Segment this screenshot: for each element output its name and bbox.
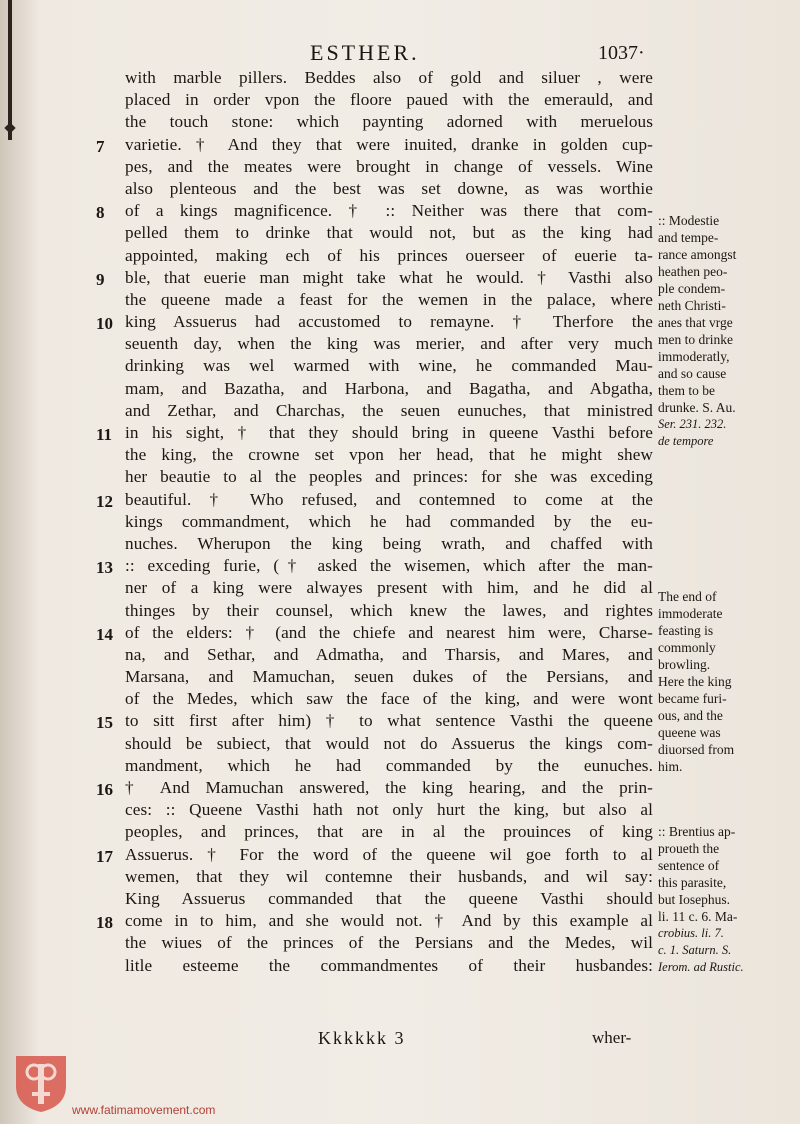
text-line <box>0 556 800 578</box>
margin-note-modestie <box>658 212 798 450</box>
margin-note-line: rance amongst <box>658 247 737 262</box>
line-text: kings commandment, which he had commanded by the eu- <box>125 511 653 531</box>
line-text: litle esteeme the commandmentes of their husbandes: <box>125 955 653 975</box>
line-text: mandment, which he had commanded by the eunuches. <box>125 755 653 775</box>
line-text: placed in order vpon the floore paued with the emerauld, and <box>125 90 653 110</box>
line-text: king Assuerus had accustomed to remayne. † Therfore the <box>125 312 653 332</box>
text-line <box>0 534 800 556</box>
text-line <box>0 800 800 822</box>
margin-note-line: Ierom. ad Rustic. <box>658 960 744 974</box>
margin-note-line: de tempore <box>658 434 714 448</box>
margin-note-line: Ser. 231. 232. <box>658 417 727 431</box>
line-text: pes, and the meates were brought in change of vessels. Wine <box>125 156 653 176</box>
seal-logo-icon <box>12 1052 70 1114</box>
line-text: Assuerus. † For the word of the queene wil goe forth to al <box>125 844 653 864</box>
margin-note-line: immoderatly, <box>658 349 730 364</box>
verse-number: 11 <box>96 425 113 444</box>
text-line <box>0 490 800 512</box>
line-text: Marsana, and Mamuchan, seuen dukes of the Persians, and <box>125 667 653 687</box>
text-line <box>0 512 800 534</box>
verse-number: 15 <box>96 713 113 733</box>
line-text: also plenteous and the best was set downe, as was worthie <box>125 178 653 198</box>
margin-note-line: :: Brentius ap- <box>658 824 736 839</box>
book-title: ESTHER. <box>310 40 420 65</box>
line-text: of the Medes, which saw the face of the king, and were wont <box>125 689 653 709</box>
verse-number: 12 <box>96 491 113 511</box>
signature-mark: Kkkkkk 3 <box>318 1028 406 1048</box>
margin-note-line: immoderate <box>658 606 723 621</box>
line-text: her beautie to al the peoples and princes: for she was exceding <box>125 467 653 487</box>
line-text: pelled them to drinke that would not, but as the king had <box>125 223 653 243</box>
line-text: the wiues of the princes of the Persians and the Medes, wil <box>125 933 653 953</box>
verse-number: 9 <box>96 269 105 289</box>
margin-note-line: became furi- <box>658 691 727 706</box>
line-text: ble, that euerie man might take what he would. † Vasthi also <box>125 267 653 287</box>
line-text: appointed, making ech of his princes ouerseer of euerie ta- <box>125 245 653 265</box>
margin-note-line: Here the king <box>658 674 732 689</box>
line-text: ner of a king were alwayes present with him, and he did al <box>125 578 653 598</box>
line-text: of the elders: † (and the chiefe and nearest him were, Charse- <box>125 622 653 642</box>
line-text: to sitt first after him) † to what sentence Vasthi the queene <box>125 711 653 731</box>
text-line <box>0 179 800 201</box>
margin-note-line: anes that vrge <box>658 315 733 330</box>
margin-note-line: drunke. S. Au. <box>658 400 736 415</box>
verse-number: 17 <box>96 846 113 866</box>
line-text: in his sight, † that they should bring in queene Vasthi before <box>125 423 653 442</box>
line-text: varietie. † And they that were inuited, dranke in golden cup- <box>125 134 653 154</box>
text-line <box>0 90 800 112</box>
line-text: with marble pillers. Beddes also of gold and siluer , were <box>125 68 653 87</box>
margin-note-line: heathen peo- <box>658 264 728 279</box>
catchword: wher- <box>592 1028 632 1047</box>
watermark-url: www.fatimamovement.com <box>72 1103 216 1117</box>
margin-note-feasting <box>658 588 798 775</box>
text-line <box>0 68 800 90</box>
margin-note-line: proueth the <box>658 841 720 856</box>
line-text: ces: :: Queene Vasthi hath not only hurt the king, but also al <box>125 800 653 820</box>
margin-note-line: li. 11 c. 6. Ma- <box>658 909 738 924</box>
line-text: beautiful. † Who refused, and contemned to come at the <box>125 489 653 509</box>
line-text: should be subiect, that would not do Assuerus the kings com- <box>125 733 653 753</box>
margin-note-line: neth Christi- <box>658 298 726 313</box>
margin-note-line: c. 1. Saturn. S. <box>658 943 732 957</box>
line-text: mam, and Bazatha, and Harbona, and Bagatha, and Abgatha, <box>125 378 653 398</box>
margin-note-line: but Iosephus. <box>658 892 730 907</box>
verse-number: 18 <box>96 913 113 933</box>
line-text: na, and Sethar, and Admatha, and Tharsis, and Mares, and <box>125 644 653 664</box>
line-text: and Zethar, and Charchas, the seuen eunuches, that ministred <box>125 400 653 420</box>
running-head <box>0 40 800 70</box>
text-line <box>0 135 800 157</box>
line-text: nuches. Wherupon the king being wrath, and chaffed with <box>125 533 653 553</box>
line-text: seuenth day, when the king was merier, and after very much <box>125 334 653 354</box>
line-text: the queene made a feast for the wemen in the palace, where <box>125 289 653 309</box>
line-text: peoples, and princes, that are in al the prouinces of king <box>125 822 653 842</box>
line-text: wemen, that they wil contemne their husbands, and wil say: <box>125 866 653 886</box>
verse-number: 16 <box>96 780 113 799</box>
text-line <box>0 467 800 489</box>
margin-note-line: queene was <box>658 725 721 740</box>
verse-number: 14 <box>96 624 113 644</box>
margin-note-line: browling. <box>658 657 711 672</box>
line-text: thinges by their counsel, which knew the lawes, and rightes <box>125 600 653 620</box>
margin-note-line: crobius. li. 7. <box>658 926 724 940</box>
margin-note-line: :: Modestie <box>658 213 720 228</box>
margin-note-brentius <box>658 823 798 976</box>
margin-note-line: this parasite, <box>658 875 727 890</box>
line-text: the king, the crowne set vpon her head, that he might shew <box>125 445 653 465</box>
catchline <box>0 1028 800 1052</box>
margin-note-line: ous, and the <box>658 708 723 723</box>
margin-note-line: sentence of <box>658 858 720 873</box>
margin-note-line: men to drinke <box>658 332 733 347</box>
text-line <box>0 778 800 800</box>
margin-note-line: ple condem- <box>658 281 726 296</box>
line-text: the touch stone: which paynting adorned with meruelous <box>125 112 653 132</box>
verse-number: 7 <box>96 136 105 156</box>
line-text: come in to him, and she would not. † And by this example al <box>125 911 653 931</box>
margin-note-line: feasting is <box>658 623 714 638</box>
margin-note-line: diuorsed from <box>658 742 735 757</box>
line-text: drinking was wel warmed with wine, he commanded Mau- <box>125 356 653 376</box>
line-text: of a kings magnificence. † :: Neither was there that com- <box>125 201 653 221</box>
line-text: :: exceding furie, († asked the wisemen, which after the man- <box>125 556 653 576</box>
text-line <box>0 112 800 134</box>
page-number: 1037· <box>598 42 645 64</box>
verse-number: 10 <box>96 314 113 334</box>
margin-note-line: The end of <box>658 589 717 604</box>
margin-note-line: them to be <box>658 383 715 398</box>
line-text: King Assuerus commanded that the queene Vasthi should <box>125 888 653 908</box>
line-text: † And Mamuchan answered, the king hearing, and the prin- <box>125 778 653 797</box>
margin-note-line: commonly <box>658 640 716 655</box>
margin-note-line: and tempe- <box>658 230 719 245</box>
margin-note-line: him. <box>658 759 683 774</box>
verse-number: 8 <box>96 203 105 223</box>
margin-note-line: and so cause <box>658 366 727 381</box>
verse-number: 13 <box>96 558 113 578</box>
text-line <box>0 157 800 179</box>
